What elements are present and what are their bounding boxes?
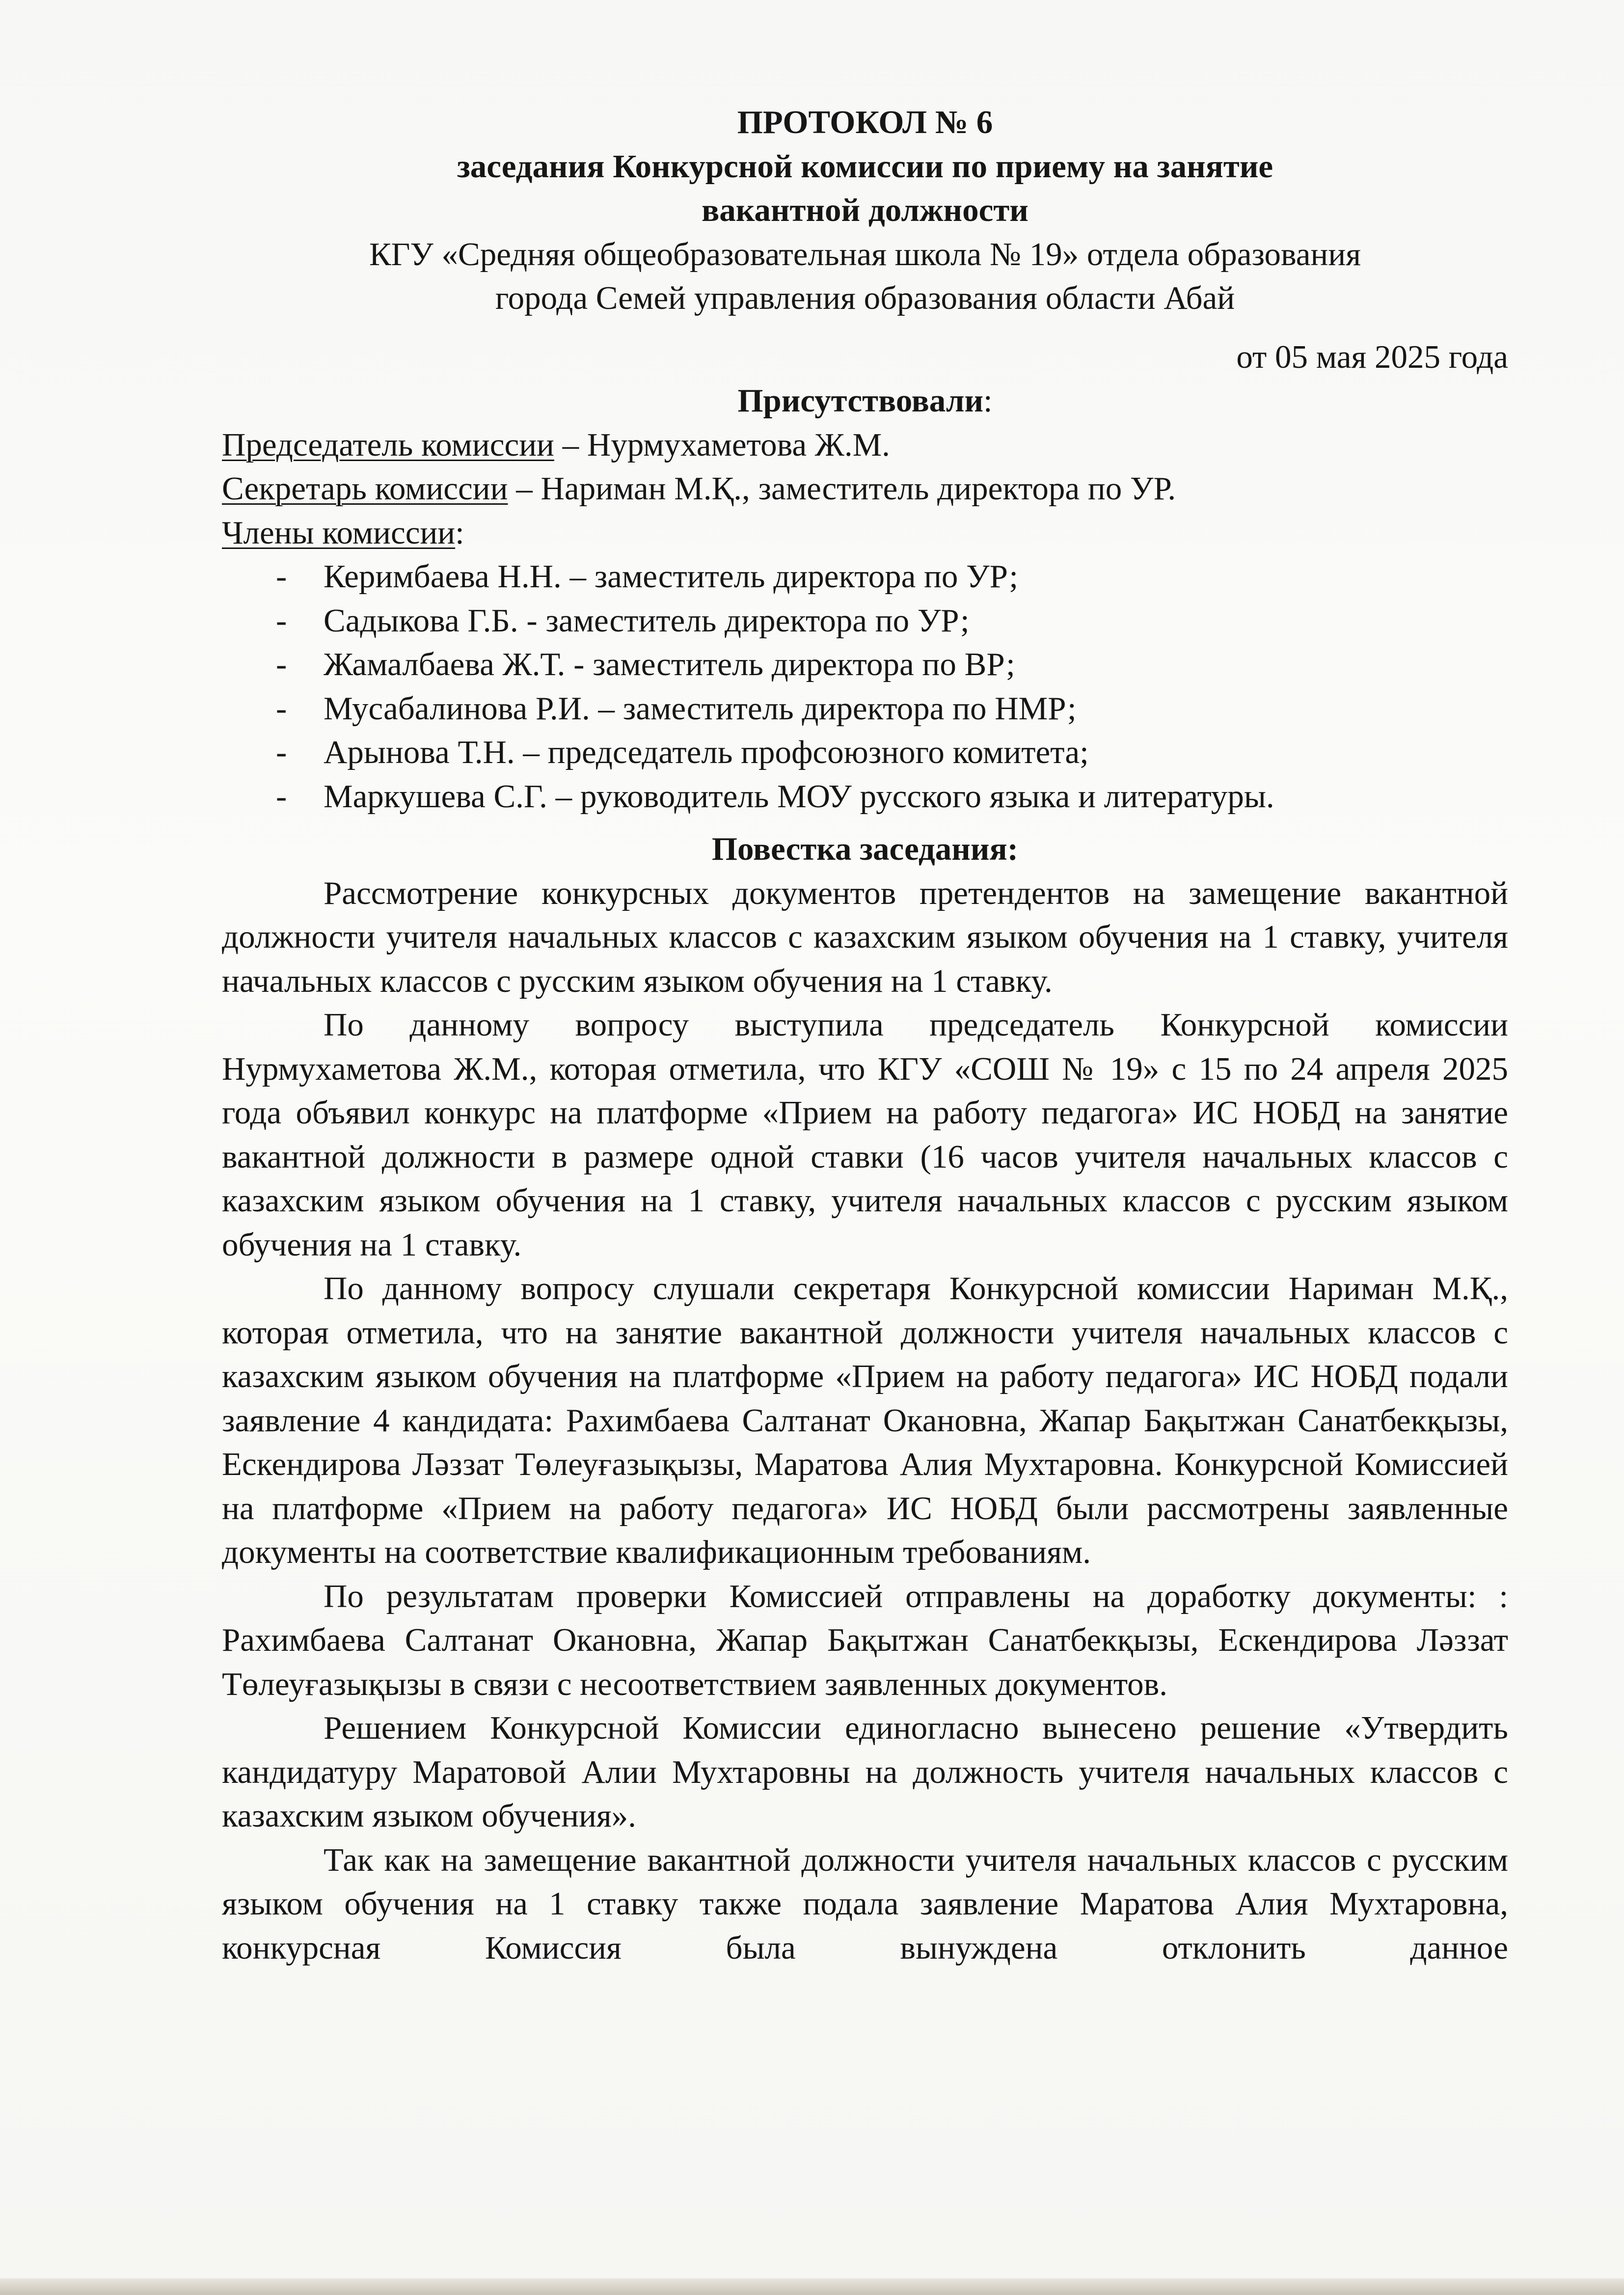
secretary-line <box>222 467 1508 511</box>
secretary-value: – Нариман М.Қ., заместитель директора по УР. <box>508 470 1176 507</box>
members-list <box>222 555 1508 819</box>
list-item: - Маркушева С.Г. – руководитель МОУ русского языка и литературы. <box>222 775 1508 819</box>
list-item: - Мусабалинова Р.И. – заместитель директора по НМР; <box>222 687 1508 731</box>
organization-line-2: города Семей управления образования области Абай <box>495 280 1235 316</box>
agenda-paragraph: По данному вопросу выступила председатель Конкурсной комиссии Нурмухаметова Ж.М., которая отметила, что КГУ «СОШ № 19» с 15 по 24 апреля 2025 года объявил конкурс на платформе «Прием на работу педагога» ИС НОБД на занятие вакантной должности в размере одной ставки (16 часов учителя начальных классов с казахским языком обучения на 1 ставку, учителя начальных классов с русским языком обучения на 1 ставку. <box>222 1007 1508 1263</box>
agenda-paragraph: По данному вопросу слушали секретаря Конкурсной комиссии Нариман М.Қ., которая отметила, что на занятие вакантной должности учителя начальных классов с казахским языком обучения на платформе «Прием на работу педагога» ИС НОБД подали заявление 4 кандидата: Рахимбаева Салтанат Окановна, Жапар Бақытжан Санатбекқызы, Ескендирова Ләззат Төлеуғазықызы, Маратова Алия Мухтаровна. Конкурсной Комиссией на платформе «Прием на работу педагога» ИС НОБД были рассмотрены заявленные документы на соответствие квалификационным требованиям. <box>222 1270 1508 1570</box>
list-item: - Арынова Т.Н. – председатель профсоюзного комитета; <box>222 731 1508 775</box>
attendees-heading-text: Присутствовали <box>737 382 984 419</box>
document-title: ПРОТОКОЛ № 6 <box>737 104 993 140</box>
secretary-label: Секретарь комиссии <box>222 470 508 507</box>
members-line <box>222 511 1508 555</box>
agenda-paragraph: Так как на замещение вакантной должности учителя начальных классов с русским языком обучения на 1 ставку также подала заявление Маратова Алия Мухтаровна, конкурсная Комиссия была вынуждена отклонить данное <box>222 1841 1508 1966</box>
list-item: - Садыкова Г.Б. - заместитель директора по УР; <box>222 599 1508 643</box>
page-bottom-edge <box>0 2278 1624 2295</box>
chair-value: – Нурмухаметова Ж.М. <box>554 426 890 463</box>
agenda-paragraph: Рассмотрение конкурсных документов претендентов на замещение вакантной должности учителя начальных классов с казахским языком обучения на 1 ставку, учителя начальных классов с русским языком обучения на 1 ставку. <box>222 874 1508 999</box>
chair-line <box>222 423 1508 467</box>
members-colon: : <box>455 514 464 551</box>
attendees-heading-colon: : <box>983 382 993 419</box>
chair-label: Председатель комиссии <box>222 426 554 463</box>
list-item: - Жамалбаева Ж.Т. - заместитель директора по ВР; <box>222 643 1508 687</box>
members-label: Члены комиссии <box>222 514 456 551</box>
spacer <box>222 321 1508 335</box>
document-body <box>222 101 1508 1970</box>
attendees-heading <box>222 379 1508 423</box>
agenda-paragraph: По результатам проверки Комиссией отправлены на доработку документы: : Рахимбаева Салтанат Окановна, Жапар Бақытжан Санатбекқызы, Ескендирова Ләззат Төлеуғазықызы в связи с несоответствием заявленных документов. <box>222 1578 1508 1702</box>
list-item: - Керимбаева Н.Н. – заместитель директора по УР; <box>222 555 1508 599</box>
meeting-date: от 05 мая 2025 года <box>1236 338 1508 375</box>
document-subtitle-line-1: заседания Конкурсной комиссии по приему на занятие <box>457 148 1273 185</box>
organization-line-1: КГУ «Средняя общеобразовательная школа № 19» отдела образования <box>369 236 1361 273</box>
agenda-heading: Повестка заседания: <box>711 831 1019 867</box>
document-subtitle-line-2: вакантной должности <box>702 192 1029 228</box>
agenda-paragraph: Решением Конкурсной Комиссии единогласно вынесено решение «Утвердить кандидатуру Маратовой Алии Мухтаровны на должность учителя начальных классов с казахским языком обучения». <box>222 1710 1508 1834</box>
